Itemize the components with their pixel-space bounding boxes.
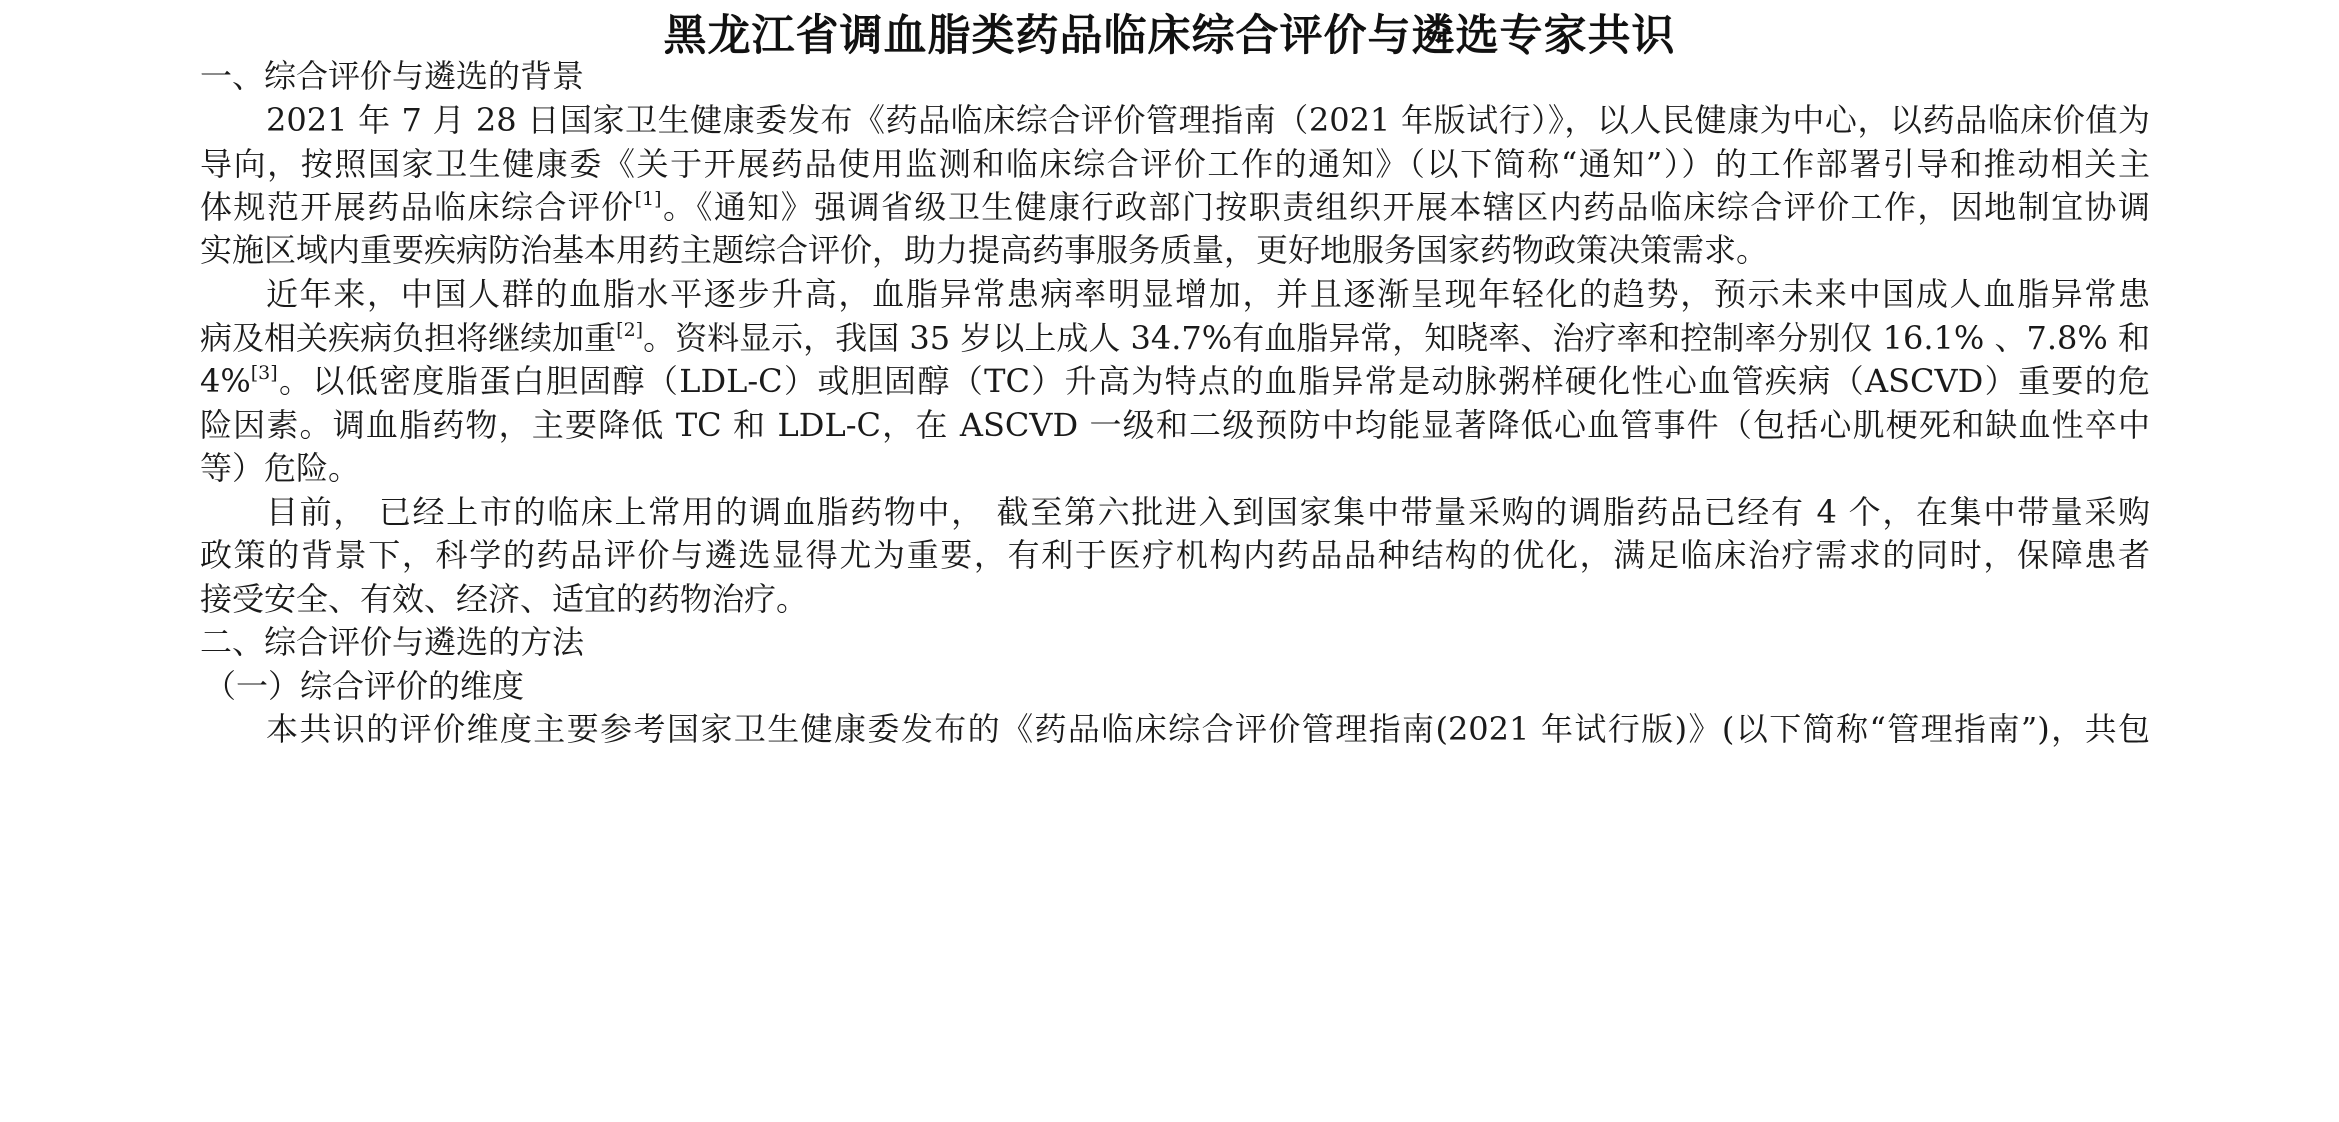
paragraph-3-line-1: 目前， 已经上市的临床上常用的调血脂药物中， 截至第六批进入到国家集中带量采购的调脂药品已经有 4 个，在集中带量采购 [266,493,2150,531]
paragraph-1-line-1: 2021 年 7 月 28 日国家卫生健康委发布《药品临床综合评价管理指南（2021 年版试行）》，以人民健康为中心，以药品临床价值为 [266,101,2150,139]
paragraph-1-line-3-text-b: 。《通知》强调省级卫生健康行政部门按职责组织开展本辖区内药品临床综合评价工作，因地制宜协调 [661,188,2150,226]
paragraph-3-line-3: 接受安全、有效、经济、适宜的药物治疗。 [200,580,809,618]
paragraph-2-line-2-text-b: 。资料显示，我国 35 岁以上成人 34.7%有血脂异常，知晓率、治疗率和控制率分别仅 16.1% 、7.8% 和 [643,319,2150,357]
citation-ref-2: [2] [616,319,644,341]
paragraph-2-line-2-text-a: 病及相关疾病负担将继续加重 [200,319,617,357]
section-heading-methods: 二、综合评价与遴选的方法 [200,623,585,661]
paragraph-1-line-2: 导向，按照国家卫生健康委《关于开展药品使用监测和临床综合评价工作的通知》（以下简称“通知”））的工作部署引导和推动相关主 [200,145,2150,183]
paragraph-3-line-2: 政策的背景下，科学的药品评价与遴选显得尤为重要，有利于医疗机构内药品品种结构的优化，满足临床治疗需求的同时，保障患者 [200,536,2150,574]
paragraph-2-line-4: 险因素。调血脂药物，主要降低 TC 和 LDL-C，在 ASCVD 一级和二级预防中均能显著降低心血管事件（包括心肌梗死和缺血性卒中 [200,406,2150,444]
citation-ref-3: [3] [250,362,278,384]
paragraph-1-line-3 [200,183,2150,231]
paragraph-1-line-4: 实施区域内重要疾病防治基本用药主题综合评价，助力提高药事服务质量，更好地服务国家药物政策决策需求。 [200,231,1769,269]
subsection-heading-dimensions: （一）综合评价的维度 [204,667,525,705]
paragraph-2-line-3-text-a: 4% [200,362,251,400]
paragraph-2-line-1: 近年来，中国人群的血脂水平逐步升高，血脂异常患病率明显增加，并且逐渐呈现年轻化的趋势，预示未来中国成人血脂异常患 [266,275,2150,313]
paragraph-2-line-3-text-b: 。以低密度脂蛋白胆固醇（LDL-C）或胆固醇（TC）升高为特点的血脂异常是动脉粥样硬化性心血管疾病（ASCVD）重要的危 [277,362,2150,400]
paragraph-2-line-3 [200,357,2150,405]
document-title: 黑龙江省调血脂类药品临床综合评价与遴选专家共识 [663,11,1676,61]
citation-ref-1: [1] [634,188,662,210]
paragraph-4-line-1: 本共识的评价维度主要参考国家卫生健康委发布的《药品临床综合评价管理指南(2021 年试行版)》(以下简称“管理指南”)，共包 [266,710,2150,748]
paragraph-2-line-5: 等）危险。 [200,449,361,487]
section-heading-background: 一、综合评价与遴选的背景 [200,57,585,95]
paragraph-2-line-2 [200,314,2150,362]
paragraph-1-line-3-text-a: 体规范开展药品临床综合评价 [200,188,635,226]
